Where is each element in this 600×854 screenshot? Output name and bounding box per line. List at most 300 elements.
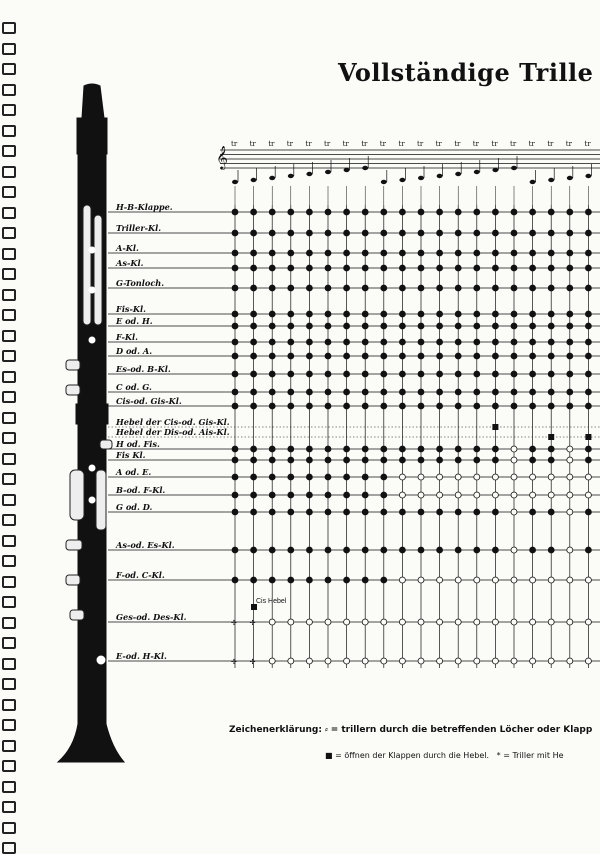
fingering-dot <box>288 250 294 256</box>
fingering-dot <box>251 209 257 215</box>
fingering-dot <box>418 577 424 583</box>
note-head <box>269 176 275 180</box>
fingering-dot <box>362 389 368 395</box>
fingering-dot <box>362 547 368 553</box>
fingering-dot <box>344 577 350 583</box>
fingering-dot <box>418 509 424 515</box>
fingering-dot <box>530 547 536 553</box>
fingering-dot <box>511 474 517 480</box>
fingering-dot <box>437 509 443 515</box>
fingering-dot <box>492 371 498 377</box>
fingering-dot <box>399 265 405 271</box>
fingering-dot <box>269 339 275 345</box>
fingering-dot <box>418 311 424 317</box>
fingering-dot <box>362 209 368 215</box>
fingering-dot <box>437 403 443 409</box>
fingering-dot <box>567 209 573 215</box>
fingering-dot <box>530 209 536 215</box>
fingering-dot <box>492 285 498 291</box>
fingering-dot <box>567 474 573 480</box>
legend-lever-text: = öffnen der Klappen durch die Hebel. <box>335 751 490 760</box>
fingering-dot <box>288 353 294 359</box>
fingering-dot <box>306 509 312 515</box>
fingering-dot <box>362 619 368 625</box>
fingering-dot <box>362 577 368 583</box>
fingering-dot <box>530 446 536 452</box>
fingering-dot <box>474 547 480 553</box>
fingering-dot <box>567 353 573 359</box>
fingering-dot <box>437 457 443 463</box>
fingering-dot <box>306 285 312 291</box>
fingering-dot <box>455 250 461 256</box>
fingering-dot <box>455 371 461 377</box>
fingering-dot <box>399 619 405 625</box>
fingering-dot <box>362 403 368 409</box>
fingering-dot <box>325 389 331 395</box>
fingering-dot <box>474 492 480 498</box>
fingering-dot <box>567 509 573 515</box>
fingering-dot <box>418 547 424 553</box>
fingering-dot <box>418 457 424 463</box>
fingering-dot <box>306 250 312 256</box>
fingering-dot <box>269 577 275 583</box>
fingering-dot <box>437 474 443 480</box>
fingering-dot <box>251 389 257 395</box>
fingering-dot <box>548 457 554 463</box>
fingering-dot <box>362 230 368 236</box>
fingering-dot <box>399 658 405 664</box>
fingering-dot <box>381 547 387 553</box>
note-head <box>548 178 554 182</box>
fingering-dot <box>288 389 294 395</box>
fingering-dot <box>399 457 405 463</box>
fingering-dot <box>251 230 257 236</box>
fingering-dot <box>492 311 498 317</box>
fingering-dot <box>362 265 368 271</box>
fingering-dot <box>437 250 443 256</box>
key-label: C od. G. <box>116 382 152 392</box>
trill-sign-icon: tr <box>379 140 386 148</box>
fingering-dot <box>437 492 443 498</box>
fingering-dot <box>585 457 591 463</box>
fingering-dot <box>437 619 443 625</box>
note-head <box>455 172 461 176</box>
key-label: As-Kl. <box>116 258 144 268</box>
fingering-dot <box>232 446 238 452</box>
fingering-dot <box>511 311 517 317</box>
fingering-dot <box>585 250 591 256</box>
fingering-dot <box>251 285 257 291</box>
note-head <box>251 178 257 182</box>
fingering-dot <box>381 389 387 395</box>
fingering-dot <box>492 509 498 515</box>
fingering-dot <box>306 492 312 498</box>
fingering-dot <box>251 265 257 271</box>
fingering-dot <box>362 457 368 463</box>
fingering-dot <box>362 492 368 498</box>
fingering-dot <box>455 509 461 515</box>
fingering-dot <box>251 492 257 498</box>
fingering-dot <box>362 509 368 515</box>
key-label: Fis-Kl. <box>116 304 147 314</box>
fingering-dot <box>232 389 238 395</box>
fingering-dot <box>474 311 480 317</box>
fingering-dot <box>474 323 480 329</box>
key-label: Hebel der Cis-od. Gis-Kl. <box>116 417 230 427</box>
trill-sign-icon: tr <box>361 140 368 148</box>
trill-sign-icon: tr <box>454 140 461 148</box>
fingering-dot <box>548 547 554 553</box>
fingering-dot <box>455 457 461 463</box>
fingering-dot <box>399 446 405 452</box>
fingering-dot <box>492 446 498 452</box>
fingering-dot <box>306 474 312 480</box>
fingering-dot <box>399 311 405 317</box>
trill-sign-icon: tr <box>342 140 349 148</box>
fingering-dot <box>232 457 238 463</box>
fingering-dot <box>418 474 424 480</box>
fingering-dot <box>381 457 387 463</box>
fingering-dot <box>344 457 350 463</box>
fingering-dot <box>455 311 461 317</box>
fingering-dot <box>344 389 350 395</box>
fingering-dot <box>269 619 275 625</box>
fingering-dot <box>288 446 294 452</box>
trill-sign-icon: tr <box>547 140 554 148</box>
fingering-dot <box>455 285 461 291</box>
fingering-dot <box>567 389 573 395</box>
note-head <box>530 180 536 184</box>
lever-marker <box>585 434 591 440</box>
fingering-dot <box>399 371 405 377</box>
trill-sign-icon: tr <box>417 140 424 148</box>
fingering-dot <box>288 323 294 329</box>
fingering-dot <box>306 403 312 409</box>
fingering-dot <box>585 285 591 291</box>
fingering-dot <box>530 457 536 463</box>
fingering-dot <box>492 619 498 625</box>
fingering-dot <box>232 209 238 215</box>
fingering-dot <box>232 230 238 236</box>
fingering-dot <box>232 509 238 515</box>
trill-sign-icon: tr <box>268 140 275 148</box>
trill-sign-icon: tr <box>491 140 498 148</box>
fingering-dot <box>548 492 554 498</box>
key-label: Fis Kl. <box>116 450 146 460</box>
fingering-dot <box>362 285 368 291</box>
fingering-dot <box>530 389 536 395</box>
fingering-dot <box>437 353 443 359</box>
fingering-dot <box>418 492 424 498</box>
fingering-dot <box>474 209 480 215</box>
fingering-dot <box>306 619 312 625</box>
fingering-dot <box>567 323 573 329</box>
fingering-dot <box>288 619 294 625</box>
fingering-dot <box>585 619 591 625</box>
fingering-dot <box>474 509 480 515</box>
fingering-dot <box>399 389 405 395</box>
fingering-dot <box>548 209 554 215</box>
fingering-dot <box>269 658 275 664</box>
fingering-dot <box>530 474 536 480</box>
fingering-dot <box>585 547 591 553</box>
fingering-dot <box>306 311 312 317</box>
fingering-dot <box>567 311 573 317</box>
fingering-dot <box>232 547 238 553</box>
fingering-dot <box>585 311 591 317</box>
fingering-dot <box>418 371 424 377</box>
fingering-dot <box>567 492 573 498</box>
fingering-dot <box>232 323 238 329</box>
fingering-dot <box>232 492 238 498</box>
fingering-dot <box>530 492 536 498</box>
key-label: Ges-od. Des-Kl. <box>116 612 187 622</box>
fingering-dot <box>548 619 554 625</box>
fingering-dot <box>362 250 368 256</box>
fingering-dot <box>511 658 517 664</box>
trill-sign-icon: tr <box>231 140 238 148</box>
fingering-dot <box>585 389 591 395</box>
fingering-dot <box>306 265 312 271</box>
fingering-dot <box>288 492 294 498</box>
fingering-dot <box>585 446 591 452</box>
fingering-dot <box>530 619 536 625</box>
fingering-dot <box>325 353 331 359</box>
fingering-dot <box>399 474 405 480</box>
fingering-dot <box>399 250 405 256</box>
fingering-dot <box>381 250 387 256</box>
fingering-dot <box>548 311 554 317</box>
fingering-dot <box>381 353 387 359</box>
fingering-dot <box>344 509 350 515</box>
fingering-dot <box>269 209 275 215</box>
page-title: Vollständige Trille <box>338 58 594 87</box>
note-head <box>418 176 424 180</box>
clarinet-illustration <box>58 84 124 762</box>
fingering-dot <box>232 577 238 583</box>
fingering-dot <box>585 474 591 480</box>
fingering-dot <box>288 265 294 271</box>
fingering-dot <box>567 619 573 625</box>
fingering-dot <box>306 209 312 215</box>
fingering-dot <box>269 311 275 317</box>
fingering-dot <box>306 389 312 395</box>
fingering-dot <box>381 285 387 291</box>
fingering-dot <box>251 547 257 553</box>
fingering-dot <box>381 509 387 515</box>
key-label: G od. D. <box>116 502 153 512</box>
fingering-dot <box>269 285 275 291</box>
fingering-dot <box>344 339 350 345</box>
fingering-dot <box>530 230 536 236</box>
fingering-dot <box>399 577 405 583</box>
fingering-dot <box>492 389 498 395</box>
square-marker-icon: ■ <box>325 751 333 760</box>
fingering-dot <box>269 230 275 236</box>
fingering-dot <box>567 446 573 452</box>
fingering-dot <box>325 457 331 463</box>
note-head <box>232 180 238 184</box>
fingering-dot <box>288 403 294 409</box>
fingering-dot <box>530 658 536 664</box>
fingering-dot <box>399 209 405 215</box>
fingering-dot <box>455 353 461 359</box>
fingering-dot <box>437 311 443 317</box>
key-label: G-Tonloch. <box>116 278 165 288</box>
fingering-dot <box>251 311 257 317</box>
fingering-dot <box>492 577 498 583</box>
fingering-dot <box>585 403 591 409</box>
legend-trill-lever-text: = Triller mit He <box>503 751 564 760</box>
fingering-dot <box>325 285 331 291</box>
fingering-dot <box>492 209 498 215</box>
fingering-dot <box>437 230 443 236</box>
fingering-dot <box>269 492 275 498</box>
trill-mark: ✢ <box>249 619 256 627</box>
fingering-dot <box>511 353 517 359</box>
fingering-dot <box>269 446 275 452</box>
fingering-dot <box>232 311 238 317</box>
fingering-dot <box>344 250 350 256</box>
trill-sign-icon: tr <box>565 140 572 148</box>
fingering-dot <box>325 509 331 515</box>
fingering-dot <box>492 230 498 236</box>
fingering-dot <box>418 353 424 359</box>
fingering-dot <box>511 577 517 583</box>
fingering-dot <box>251 509 257 515</box>
fingering-dot <box>474 285 480 291</box>
fingering-dot <box>362 446 368 452</box>
fingering-dot <box>455 265 461 271</box>
fingering-dot <box>455 323 461 329</box>
fingering-dot <box>418 209 424 215</box>
fingering-dot <box>437 547 443 553</box>
fingering-dot <box>381 230 387 236</box>
fingering-dot <box>567 250 573 256</box>
fingering-dot <box>585 492 591 498</box>
fingering-dot <box>511 339 517 345</box>
fingering-dot <box>455 446 461 452</box>
lever-marker <box>492 424 498 430</box>
fingering-dot <box>585 577 591 583</box>
fingering-dot <box>344 353 350 359</box>
fingering-dot <box>567 547 573 553</box>
fingering-dot <box>344 311 350 317</box>
fingering-dot <box>474 474 480 480</box>
fingering-dot <box>511 371 517 377</box>
note-head <box>306 172 312 176</box>
fingering-dot <box>418 339 424 345</box>
fingering-dot <box>251 474 257 480</box>
fingering-dot <box>344 209 350 215</box>
fingering-dot <box>511 285 517 291</box>
key-label: E od. H. <box>116 316 153 326</box>
fingering-dot <box>548 389 554 395</box>
fingering-dot <box>530 371 536 377</box>
fingering-dot <box>325 339 331 345</box>
fingering-dot <box>306 371 312 377</box>
fingering-dot <box>418 446 424 452</box>
fingering-dot <box>325 371 331 377</box>
fingering-dot <box>269 389 275 395</box>
fingering-dot <box>381 209 387 215</box>
trill-mark: ✢ <box>249 658 256 666</box>
fingering-dot <box>418 265 424 271</box>
fingering-dot <box>325 311 331 317</box>
fingering-dot <box>567 577 573 583</box>
fingering-dot <box>344 371 350 377</box>
fingering-dot <box>269 403 275 409</box>
fingering-dot <box>455 339 461 345</box>
note-head <box>585 174 591 178</box>
fingering-dot <box>232 474 238 480</box>
cis-hebel-annotation: Cis Hebel <box>256 598 287 605</box>
fingering-dot <box>474 265 480 271</box>
fingering-dot <box>344 619 350 625</box>
trill-sign-icon: tr <box>305 140 312 148</box>
fingering-dot <box>232 285 238 291</box>
fingering-dot <box>399 230 405 236</box>
star-marker-icon: * <box>496 751 501 760</box>
fingering-dot <box>288 457 294 463</box>
fingering-dot <box>511 446 517 452</box>
fingering-dot <box>288 509 294 515</box>
fingering-dot <box>288 474 294 480</box>
note-head <box>381 180 387 184</box>
fingering-dot <box>567 285 573 291</box>
fingering-dot <box>288 371 294 377</box>
fingering-dot <box>362 323 368 329</box>
fingering-dot <box>474 353 480 359</box>
fingering-dot <box>511 492 517 498</box>
fingering-dot <box>511 457 517 463</box>
trill-sign-icon: tr <box>286 140 293 148</box>
note-head <box>344 168 350 172</box>
trill-sign-icon: tr <box>472 140 479 148</box>
fingering-dot <box>362 371 368 377</box>
fingering-dot <box>548 403 554 409</box>
key-label: A-Kl. <box>116 243 139 253</box>
fingering-dot <box>567 265 573 271</box>
fingering-dot <box>474 619 480 625</box>
fingering-dot <box>381 371 387 377</box>
fingering-dot <box>288 577 294 583</box>
fingering-dot <box>492 457 498 463</box>
trill-mark: ✢ <box>231 658 237 666</box>
fingering-dot <box>251 577 257 583</box>
fingering-dot <box>474 371 480 377</box>
fingering-dot <box>455 658 461 664</box>
fingering-dot <box>418 403 424 409</box>
note-head <box>288 174 294 178</box>
fingering-dot <box>399 285 405 291</box>
fingering-dot <box>251 339 257 345</box>
fingering-dot <box>325 403 331 409</box>
fingering-dot <box>418 323 424 329</box>
fingering-dot <box>232 371 238 377</box>
fingering-dot <box>399 353 405 359</box>
fingering-dot <box>548 446 554 452</box>
fingering-dot <box>474 446 480 452</box>
fingering-dot <box>344 403 350 409</box>
fingering-dot <box>325 323 331 329</box>
fingering-dot <box>455 577 461 583</box>
fingering-dot <box>585 371 591 377</box>
fingering-dot <box>474 389 480 395</box>
fingering-dot <box>511 323 517 329</box>
fingering-dot <box>325 577 331 583</box>
fingering-dot <box>437 371 443 377</box>
